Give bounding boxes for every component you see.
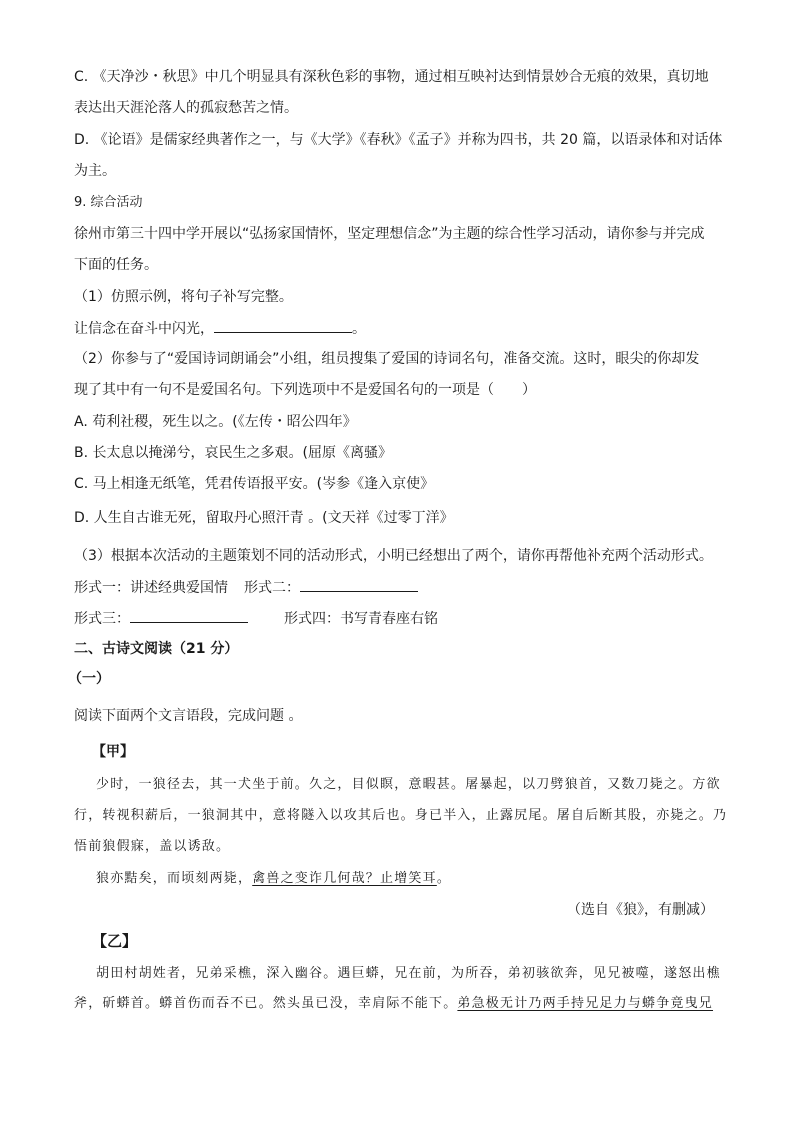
passage-jia-line-3: 悟前狼假寐，盖以诱敌。 [74, 839, 231, 854]
part-1-heading: （一） [68, 671, 110, 687]
question-9-intro-line-2: 下面的任务。 [74, 257, 158, 273]
sub-question-1-title: （1）仿照示例，将句子补写完整。 [74, 289, 293, 305]
form-1: 形式一：讲述经典爱国情 [74, 580, 228, 596]
passage-jia-line-1: 少时，一狼径去，其一犬坐于前。久之，目似瞑，意暇甚。屠暴起，以刀劈狼首，又数刀毙之。方欲 [96, 777, 721, 792]
passage-yi-line-1: 胡田村胡姓者，兄弟采樵，深入幽谷。遇巨蟒，兄在前，为所吞，弟初骇欲奔，见兄被噬，遂怒出樵 [96, 966, 721, 981]
sub-question-2-line-2: 现了其中有一句不是爱国名句。下列选项中不是爱国名句的一项是（ ） [74, 382, 536, 398]
option-d-line-2: 为主。 [74, 163, 116, 179]
form-2-label: 形式二： [244, 580, 300, 596]
option-d-line-1: D. 《论语》是儒家经典著作之一，与《大学》《春秋》《孟子》并称为四书，共 20 篇，以语录体和对话体 [74, 132, 723, 148]
sub-question-3: （3）根据本次活动的主题策划不同的活动形式，小明已经想出了两个，请你再帮他补充两个活动形式。 [74, 548, 713, 564]
passage-jia-label: 【甲】 [92, 744, 134, 760]
option-c-line-2: 表达出天涯沦落人的孤寂愁苦之情。 [74, 100, 298, 116]
passage-jia-line-2: 行，转视积薪后，一狼洞其中，意将隧入以攻其后也。身已半入，止露尻尾。屠自后断其股，亦毙之。乃 [74, 808, 728, 823]
question-9-intro-line-1: 徐州市第三十四中学开展以“弘扬家国情怀，坚定理想信念”为主题的综合性学习活动，请你参与并完成 [74, 226, 705, 242]
passage-yi-label: 【乙】 [92, 932, 138, 950]
reading-instruction: 阅读下面两个文言语段，完成问题 。 [74, 708, 303, 724]
choice-a: A. 苟利社稷，死生以之。(《左传・昭公四年》 [74, 414, 357, 430]
answer-blank-1[interactable] [214, 318, 352, 333]
section-2-heading: 二、古诗文阅读（21 分） [74, 641, 239, 657]
source-citation-jia: （选自《狼》，有删减） [567, 902, 714, 918]
choice-c: C. 马上相逢无纸笔，凭君传语报平安。(岑参《逢入京使》 [74, 476, 435, 492]
answer-blank-form-3[interactable] [130, 608, 248, 623]
passage-yi-line-2 [74, 994, 713, 1014]
forms-row-2 [74, 608, 438, 629]
option-c-line-1: C. 《天净沙・秋思》中几个明显具有深秋色彩的事物，通过相互映衬达到情景妙合无痕的效果，真切地 [74, 69, 709, 85]
underlined-sentence-yi: 弟急极无计乃两手持兄足力与蟒争竟曳兄 [457, 996, 714, 1011]
form-3-label: 形式三： [74, 611, 130, 627]
form-4: 形式四：书写青春座右铭 [284, 611, 438, 627]
passage-yi-text: 斧，斫蟒首。蟒首伤而吞不已。然头虽已没，幸肩际不能下。 [74, 996, 458, 1011]
question-9-title: 9. 综合活动 [74, 195, 143, 210]
passage-jia-line-4 [96, 869, 451, 889]
sub-question-1-sentence [74, 318, 366, 339]
sub-question-1-prefix: 让信念在奋斗中闪光， [74, 321, 214, 337]
choice-b: B. 长太息以掩涕兮，哀民生之多艰。(屈原《离骚》 [74, 445, 392, 461]
sub-question-1-suffix: 。 [352, 321, 366, 337]
sub-question-2-line-1: （2）你参与了“爱国诗词朗诵会”小组，组员搜集了爱国的诗词名句，准备交流。这时，眼尖的你却发 [74, 351, 700, 367]
choice-d: D. 人生自古谁无死，留取丹心照汗青 。(文天祥《过零丁洋》 [74, 510, 454, 526]
underlined-sentence-jia: 禽兽之变诈几何哉？止增笑耳 [252, 871, 437, 886]
answer-blank-form-2[interactable] [300, 577, 418, 592]
passage-jia-text: 狼亦黠矣，而顷刻两毙， [96, 871, 253, 886]
passage-jia-end: 。 [436, 871, 452, 886]
forms-row-1 [74, 577, 418, 598]
